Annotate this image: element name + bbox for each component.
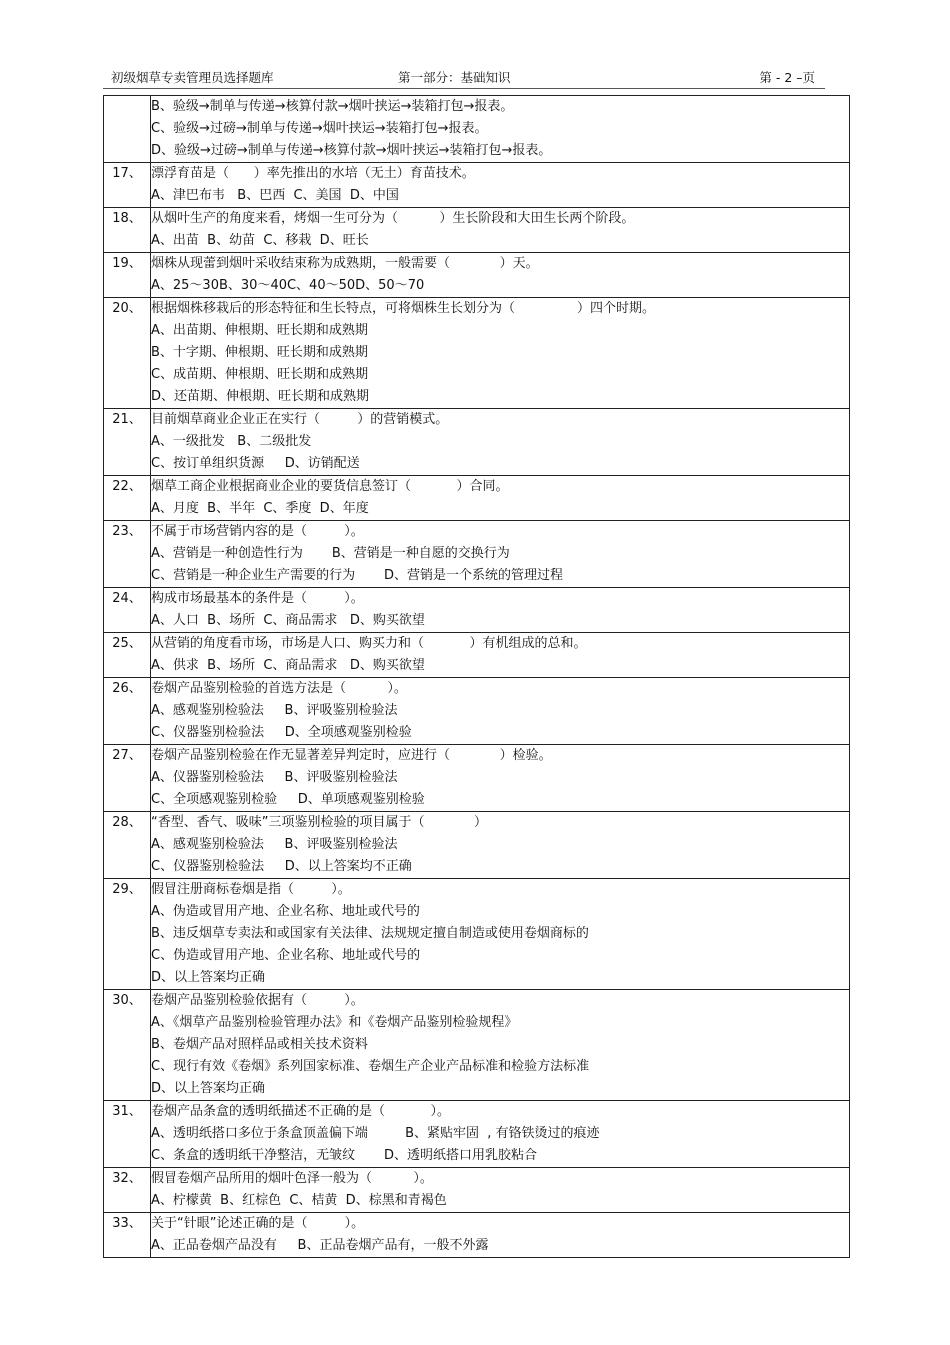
question-number: 22、 xyxy=(104,476,151,521)
page-header xyxy=(103,66,825,89)
header-section: 第一部分：基础知识 xyxy=(398,70,511,85)
question-number xyxy=(104,96,151,163)
question-number: 23、 xyxy=(104,521,151,588)
question-stem: 卷烟产品鉴别检验的首选方法是（ ）。 xyxy=(151,681,407,696)
question-stem: 烟株从现蕾到烟叶采收结束称为成熟期，一般需要（ ）天。 xyxy=(151,256,539,271)
header-page-number: 第 - 2 –页 xyxy=(759,70,815,85)
question-content xyxy=(151,1101,850,1168)
answer-option-line: A、月度 B、半年 C、季度 D、年度 xyxy=(151,501,369,516)
answer-option-line: C、全项感观鉴别检验 D、单项感观鉴别检验 xyxy=(151,792,425,807)
answer-option-line: A、出苗期、伸根期、旺长期和成熟期 xyxy=(151,323,368,338)
question-row xyxy=(104,521,850,588)
answer-option-line: A、营销是一种创造性行为 B、营销是一种自愿的交换行为 xyxy=(151,546,510,561)
question-row xyxy=(104,678,850,745)
question-stem: 不属于市场营销内容的是（ ）。 xyxy=(151,524,364,539)
answer-option-line: C、仪器鉴别检验法 D、以上答案均不正确 xyxy=(151,859,412,874)
answer-option-line: D、以上答案均正确 xyxy=(151,970,266,985)
answer-option-line: C、伪造或冒用产地、企业名称、地址或代号的 xyxy=(151,948,421,963)
question-number: 24、 xyxy=(104,588,151,633)
answer-option-line: D、还苗期、伸根期、旺长期和成熟期 xyxy=(151,389,370,404)
question-row xyxy=(104,476,850,521)
question-stem: 从营销的角度看市场，市场是人口、购买力和（ ）有机组成的总和。 xyxy=(151,636,587,651)
answer-option-line: A、伪造或冒用产地、企业名称、地址或代号的 xyxy=(151,904,420,919)
answer-option-line: A、一级批发 B、二级批发 xyxy=(151,434,312,449)
answer-option-line: D、以上答案均正确 xyxy=(151,1081,266,1096)
question-stem: 卷烟产品鉴别检验在作无显著差异判定时，应进行（ ）检验。 xyxy=(151,748,552,763)
question-row xyxy=(104,298,850,409)
question-stem: 假冒卷烟产品所用的烟叶色泽一般为（ ）。 xyxy=(151,1171,433,1186)
question-stem: 根据烟株移栽后的形态特征和生长特点，可将烟株生长划分为（ ）四个时期。 xyxy=(151,301,655,316)
question-table-body xyxy=(104,96,850,1258)
answer-option-line: A、出苗 B、幼苗 C、移栽 D、旺长 xyxy=(151,233,369,248)
question-row xyxy=(104,633,850,678)
answer-option-line: A、津巴布韦 B、巴西 C、美国 D、中国 xyxy=(151,188,399,203)
answer-option-line: A、《烟草产品鉴别检验管理办法》和《卷烟产品鉴别检验规程》 xyxy=(151,1015,518,1030)
question-number: 33、 xyxy=(104,1213,151,1258)
question-content xyxy=(151,678,850,745)
answer-option-line: A、人口 B、场所 C、商品需求 D、购买欲望 xyxy=(151,613,425,628)
question-row xyxy=(104,1213,850,1258)
answer-option-line: B、违反烟草专卖法和或国家有关法律、法规规定擅自制造或使用卷烟商标的 xyxy=(151,926,589,941)
answer-option-line: A、柠檬黄 B、红棕色 C、桔黄 D、棕黑和青褐色 xyxy=(151,1193,447,1208)
answer-option-line: B、卷烟产品对照样品或相关技术资料 xyxy=(151,1037,368,1052)
question-content xyxy=(151,745,850,812)
question-row xyxy=(104,1168,850,1213)
answer-option-line: C、按订单组织货源 D、访销配送 xyxy=(151,456,360,471)
question-stem: 烟草工商企业根据商业企业的要货信息签订（ ）合同。 xyxy=(151,479,509,494)
question-stem: “香型、香气、吸味”三项鉴别检验的项目属于（ ） xyxy=(151,815,488,830)
question-number: 19、 xyxy=(104,253,151,298)
question-stem: 从烟叶生产的角度来看，烤烟一生可分为（ ）生长阶段和大田生长两个阶段。 xyxy=(151,211,635,226)
answer-option-line: A、感观鉴别检验法 B、评吸鉴别检验法 xyxy=(151,703,398,718)
question-content xyxy=(151,163,850,208)
answer-option-line: C、营销是一种企业生产需要的行为 D、营销是一个系统的管理过程 xyxy=(151,568,564,583)
question-content xyxy=(151,253,850,298)
question-content xyxy=(151,588,850,633)
question-number: 26、 xyxy=(104,678,151,745)
question-content xyxy=(151,96,850,163)
question-content xyxy=(151,409,850,476)
answer-option-line: A、仪器鉴别检验法 B、评吸鉴别检验法 xyxy=(151,770,398,785)
question-row xyxy=(104,1101,850,1168)
question-content xyxy=(151,990,850,1101)
question-number: 18、 xyxy=(104,208,151,253)
question-row xyxy=(104,208,850,253)
answer-option-line: B、验级→制单与传递→核算付款→烟叶挟运→装箱打包→报表。 xyxy=(151,99,514,114)
answer-option-line: B、十字期、伸根期、旺长期和成熟期 xyxy=(151,345,368,360)
question-row xyxy=(104,812,850,879)
question-content xyxy=(151,633,850,678)
question-content xyxy=(151,476,850,521)
answer-option-line: A、正品卷烟产品没有 B、正品卷烟产品有，一般不外露 xyxy=(151,1238,489,1253)
question-row xyxy=(104,409,850,476)
question-content xyxy=(151,1168,850,1213)
question-stem: 关于“针眼”论述正确的是（ ）。 xyxy=(151,1216,365,1231)
question-number: 29、 xyxy=(104,879,151,990)
question-number: 31、 xyxy=(104,1101,151,1168)
question-content xyxy=(151,879,850,990)
question-number: 27、 xyxy=(104,745,151,812)
answer-option-line: C、验级→过磅→制单与传递→烟叶挟运→装箱打包→报表。 xyxy=(151,121,488,136)
answer-option-line: D、验级→过磅→制单与传递→核算付款→烟叶挟运→装箱打包→报表。 xyxy=(151,143,552,158)
question-row xyxy=(104,96,850,163)
header-book-title: 初级烟草专卖管理员选择题库 xyxy=(111,70,274,85)
question-number: 25、 xyxy=(104,633,151,678)
question-table xyxy=(103,95,850,1258)
question-row xyxy=(104,588,850,633)
question-content xyxy=(151,298,850,409)
question-content xyxy=(151,1213,850,1258)
question-row xyxy=(104,990,850,1101)
question-stem: 构成市场最基本的条件是（ ）。 xyxy=(151,591,364,606)
answer-option-line: A、供求 B、场所 C、商品需求 D、购买欲望 xyxy=(151,658,425,673)
answer-option-line: C、条盒的透明纸干净整洁，无皱纹 D、透明纸搭口用乳胶粘合 xyxy=(151,1148,538,1163)
question-number: 20、 xyxy=(104,298,151,409)
question-stem: 假冒注册商标卷烟是指（ ）。 xyxy=(151,882,351,897)
question-stem: 漂浮育苗是（ ）率先推出的水培（无土）育苗技术。 xyxy=(151,166,475,181)
question-stem: 卷烟产品鉴别检验依据有（ ）。 xyxy=(151,993,364,1008)
question-row xyxy=(104,163,850,208)
question-number: 28、 xyxy=(104,812,151,879)
answer-option-line: C、现行有效《卷烟》系列国家标准、卷烟生产企业产品标准和检验方法标准 xyxy=(151,1059,590,1074)
question-content xyxy=(151,208,850,253)
answer-option-line: C、仪器鉴别检验法 D、全项感观鉴别检验 xyxy=(151,725,412,740)
question-stem: 卷烟产品条盒的透明纸描述不正确的是（ ）。 xyxy=(151,1104,450,1119)
question-row xyxy=(104,745,850,812)
question-number: 21、 xyxy=(104,409,151,476)
question-content xyxy=(151,812,850,879)
question-number: 30、 xyxy=(104,990,151,1101)
question-row xyxy=(104,253,850,298)
question-number: 32、 xyxy=(104,1168,151,1213)
answer-option-line: A、感观鉴别检验法 B、评吸鉴别检验法 xyxy=(151,837,398,852)
answer-option-line: C、成苗期、伸根期、旺长期和成熟期 xyxy=(151,367,369,382)
question-stem: 目前烟草商业企业正在实行（ ）的营销模式。 xyxy=(151,412,449,427)
question-row xyxy=(104,879,850,990)
question-content xyxy=(151,521,850,588)
answer-option-line: A、透明纸搭口多位于条盒顶盖偏下端 B、紧贴牢固 , 有铬铁烫过的痕迹 xyxy=(151,1126,600,1141)
question-number: 17、 xyxy=(104,163,151,208)
answer-option-line: A、25～30B、30～40C、40～50D、50～70 xyxy=(151,278,425,293)
